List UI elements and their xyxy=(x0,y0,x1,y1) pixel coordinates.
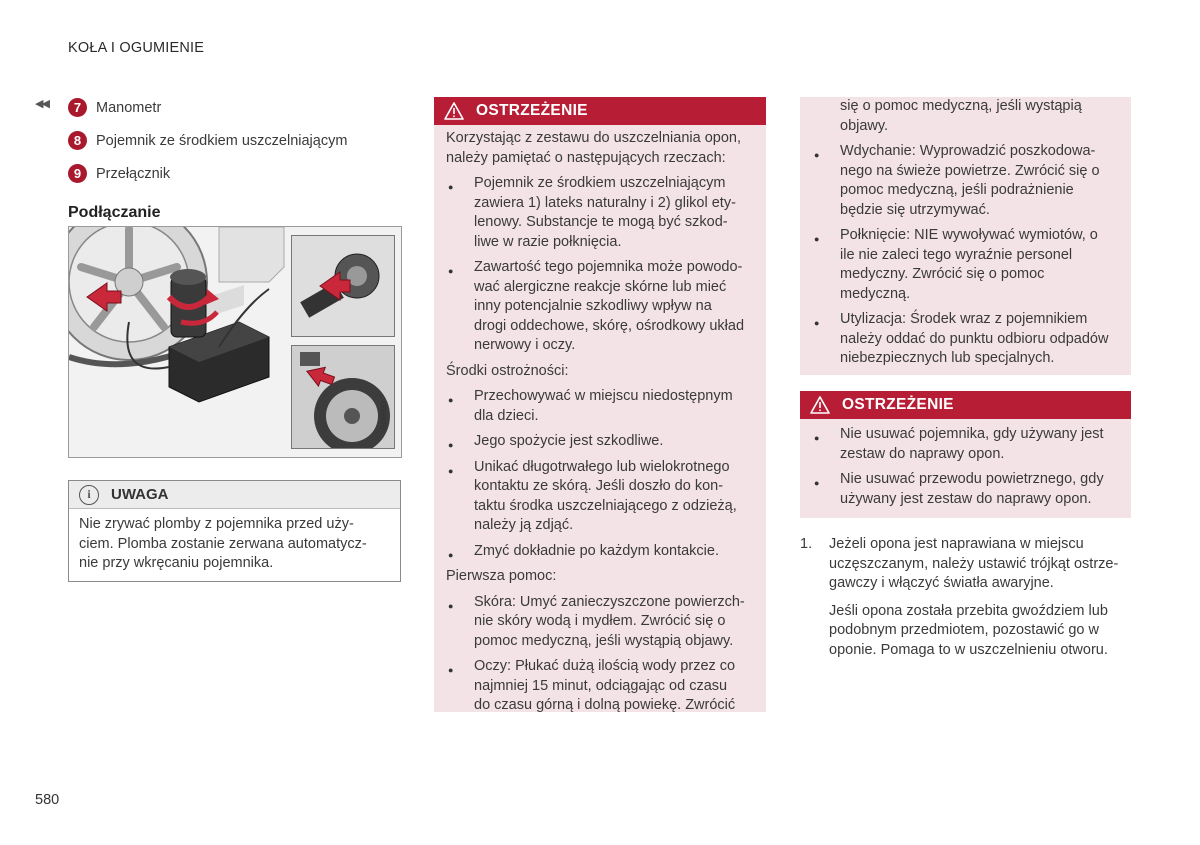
list-item-line: Wdychanie: Wyprowadzić poszkodowa- xyxy=(840,143,1096,159)
part-label: Przełącznik xyxy=(96,165,171,182)
part-item-8 xyxy=(68,131,347,150)
part-item-7 xyxy=(68,98,161,117)
info-icon: i xyxy=(79,485,99,505)
warning-title: OSTRZEŻENIE xyxy=(476,102,588,119)
part-label: Manometr xyxy=(96,99,162,116)
list-item-line: Unikać długotrwałego lub wielokrotnego xyxy=(474,458,730,475)
warning-intro: Korzystając z zestawu do uszczelniania opon, należy pamiętać o następujących rzeczach: xyxy=(446,130,741,166)
bullet-icon: ● xyxy=(448,600,454,611)
list-item-line: taktu środka uszczelniającego z odzieżą, xyxy=(474,497,737,514)
list-item-line: do czasu górną i dolną powiekę. Zwrócić xyxy=(474,697,736,712)
valve-inset xyxy=(291,235,395,337)
bullet-icon: ● xyxy=(448,465,454,476)
list-item xyxy=(446,258,754,356)
list-item-line: pomoc medyczną, jeśli wystąpią objawy. xyxy=(474,632,734,649)
bullet-icon: ● xyxy=(814,433,820,443)
list-item-line: zawiera 1) lateks naturalny i 2) glikol ety- xyxy=(474,194,736,211)
list-item-line: Zawartość tego pojemnika może powodo- xyxy=(474,259,743,275)
part-label: Pojemnik ze środkiem uszczelniającym xyxy=(96,132,348,149)
tire-sealant-figure xyxy=(68,226,402,458)
number-badge: 9 xyxy=(68,164,87,183)
continued-lead: się o pomoc medyczną, jeśli wystąpią objawy. xyxy=(840,98,1082,134)
warning-body xyxy=(434,125,766,712)
warning-header xyxy=(800,391,1131,419)
warning-triangle-icon xyxy=(444,102,464,120)
bullet-icon: ● xyxy=(448,440,454,450)
warning-panel-continued xyxy=(800,97,1131,375)
list-item-line: Przechowywać w miejscu niedostępnym xyxy=(474,388,733,404)
list-item-line: należy ją zdjąć. xyxy=(474,517,574,533)
list-item-line: liwe w razie połknięcia. xyxy=(474,233,622,250)
firstaid-list xyxy=(446,593,754,713)
list-item-line: inny potencjalnie szkodliwy wpływ na xyxy=(474,298,712,314)
list-item xyxy=(812,425,1119,464)
note-line: nie przy wkręcaniu pojemnika. xyxy=(79,555,274,571)
bullet-icon: ● xyxy=(814,150,820,160)
list-item-line: kontaktu ze skórą. Jeśli doszło do kon- xyxy=(474,478,724,494)
list-item-line: lenowy. Substancje te mogą być szkod- xyxy=(474,214,728,230)
list-item-line: nego na świeże powietrze. Zwrócić się o xyxy=(840,162,1100,179)
bullet-icon: ● xyxy=(448,665,454,675)
warning-body xyxy=(800,419,1131,509)
bullet-icon: ● xyxy=(814,318,820,328)
list-item-line: Utylizacja: Środek wraz z pojemnikiem xyxy=(840,311,1088,327)
bullet-icon: ● xyxy=(814,234,820,244)
list-item-line: medyczny. Zwrócić się o pomoc xyxy=(840,266,1045,282)
bullet-icon: ● xyxy=(448,549,454,560)
list-item-line: najmniej 15 minut, odciągając od czasu xyxy=(474,677,728,694)
warning-panel-2 xyxy=(800,391,1131,518)
list-item xyxy=(446,593,754,652)
list-item xyxy=(446,432,754,452)
page-number: 580 xyxy=(35,792,60,808)
previous-page-icon[interactable]: ◀◀ xyxy=(35,98,48,110)
step-1 xyxy=(800,535,1130,660)
list-item-line: Połknięcie: NIE wywoływać wymiotów, o xyxy=(840,227,1098,243)
precautions-list xyxy=(446,387,754,561)
dashboard-inset xyxy=(291,345,395,449)
list-item-line: ile nie zaleci tego wyraźnie personel xyxy=(840,246,1073,263)
list-item xyxy=(812,142,1119,220)
note-line: ciem. Plomba zostanie zerwana automatycz- xyxy=(79,535,367,552)
bullet-icon: ● xyxy=(448,395,454,405)
warning-body xyxy=(800,97,1131,369)
list-item-line: używany jest zestaw do naprawy opon. xyxy=(840,490,1092,507)
list-item-line: Oczy: Płukać dużą ilością wody przez co xyxy=(474,658,736,674)
list-item-line: nerwowy i oczy. xyxy=(474,337,576,353)
list-item-line: niebezpiecznych lub specjalnych. xyxy=(840,350,1055,366)
firstaid-label: Pierwsza pomoc: xyxy=(446,568,557,584)
list-item xyxy=(812,226,1119,304)
number-badge: 8 xyxy=(68,131,87,150)
step-extra-text: Jeśli opona została przebita gwoździem lub podobnym przedmiotem, pozostawić go w oponie. Pomaga to w uszczelnieniu otworu. xyxy=(829,602,1108,658)
precautions-label: Środki ostrożności: xyxy=(446,362,569,379)
bullet-icon: ● xyxy=(814,478,820,488)
number-badge: 7 xyxy=(68,98,87,117)
warning-triangle-icon xyxy=(810,396,830,414)
list-item-line: będzie się utrzymywać. xyxy=(840,201,990,218)
list-item-line: Nie usuwać pojemnika, gdy używany jest xyxy=(840,426,1104,442)
list-item xyxy=(812,310,1119,369)
list-item-line: dla dzieci. xyxy=(474,407,539,424)
note-box xyxy=(68,480,401,582)
page-header: KOŁA I OGUMIENIE xyxy=(68,40,205,56)
list-item xyxy=(446,174,754,252)
note-title: UWAGA xyxy=(111,486,169,503)
note-header xyxy=(69,481,400,509)
list-item xyxy=(446,542,754,562)
warning-title: OSTRZEŻENIE xyxy=(842,396,954,413)
note-line: Nie zrywać plomby z pojemnika przed uży- xyxy=(79,516,354,532)
bullet-icon: ● xyxy=(448,266,454,276)
firstaid-list-continued xyxy=(812,142,1119,369)
list-item-line: drogi oddechowe, skórę, ośrodkowy układ xyxy=(474,317,745,334)
list-item-line: należy oddać do punktu odbioru odpadów xyxy=(840,330,1109,347)
list-item-line: pomoc medyczną, jeśli podrażnienie xyxy=(840,182,1074,198)
list-item xyxy=(446,458,754,536)
list-item-line: Jego spożycie jest szkodliwe. xyxy=(474,433,664,449)
list-item-line: Zmyć dokładnie po każdym kontakcie. xyxy=(474,542,719,559)
warning-list xyxy=(446,174,754,356)
list-item-line: zestaw do naprawy opon. xyxy=(840,445,1005,462)
list-item xyxy=(812,470,1119,509)
list-item-line: Pojemnik ze środkiem uszczelniającym xyxy=(474,175,726,191)
list-item xyxy=(446,387,754,426)
step-number: 1. xyxy=(800,536,813,552)
figure-code: G069883 xyxy=(381,401,388,430)
note-text xyxy=(69,509,400,574)
list-item xyxy=(446,657,754,712)
warning-panel xyxy=(434,97,766,712)
list-item-line: nie skóry wodą i mydłem. Zwrócić się o xyxy=(474,613,726,629)
bullet-icon: ● xyxy=(448,182,454,192)
list-item-line: wać alergiczne reakcje skórne lub mieć xyxy=(474,278,727,295)
list-item-line: Skóra: Umyć zanieczyszczone powierzch- xyxy=(474,593,745,610)
warning-header xyxy=(434,97,766,125)
warning-list xyxy=(812,425,1119,509)
step-text: Jeżeli opona jest naprawiana w miejscu uczęszczanym, należy ustawić trójkąt ostrze- gawczy i włączyć światła awaryjne. xyxy=(829,536,1119,591)
list-item-line: Nie usuwać przewodu powietrznego, gdy xyxy=(840,471,1104,487)
part-item-9 xyxy=(68,164,170,183)
list-item-line: medyczną. xyxy=(840,285,911,302)
section-title: Podłączanie xyxy=(68,204,161,221)
